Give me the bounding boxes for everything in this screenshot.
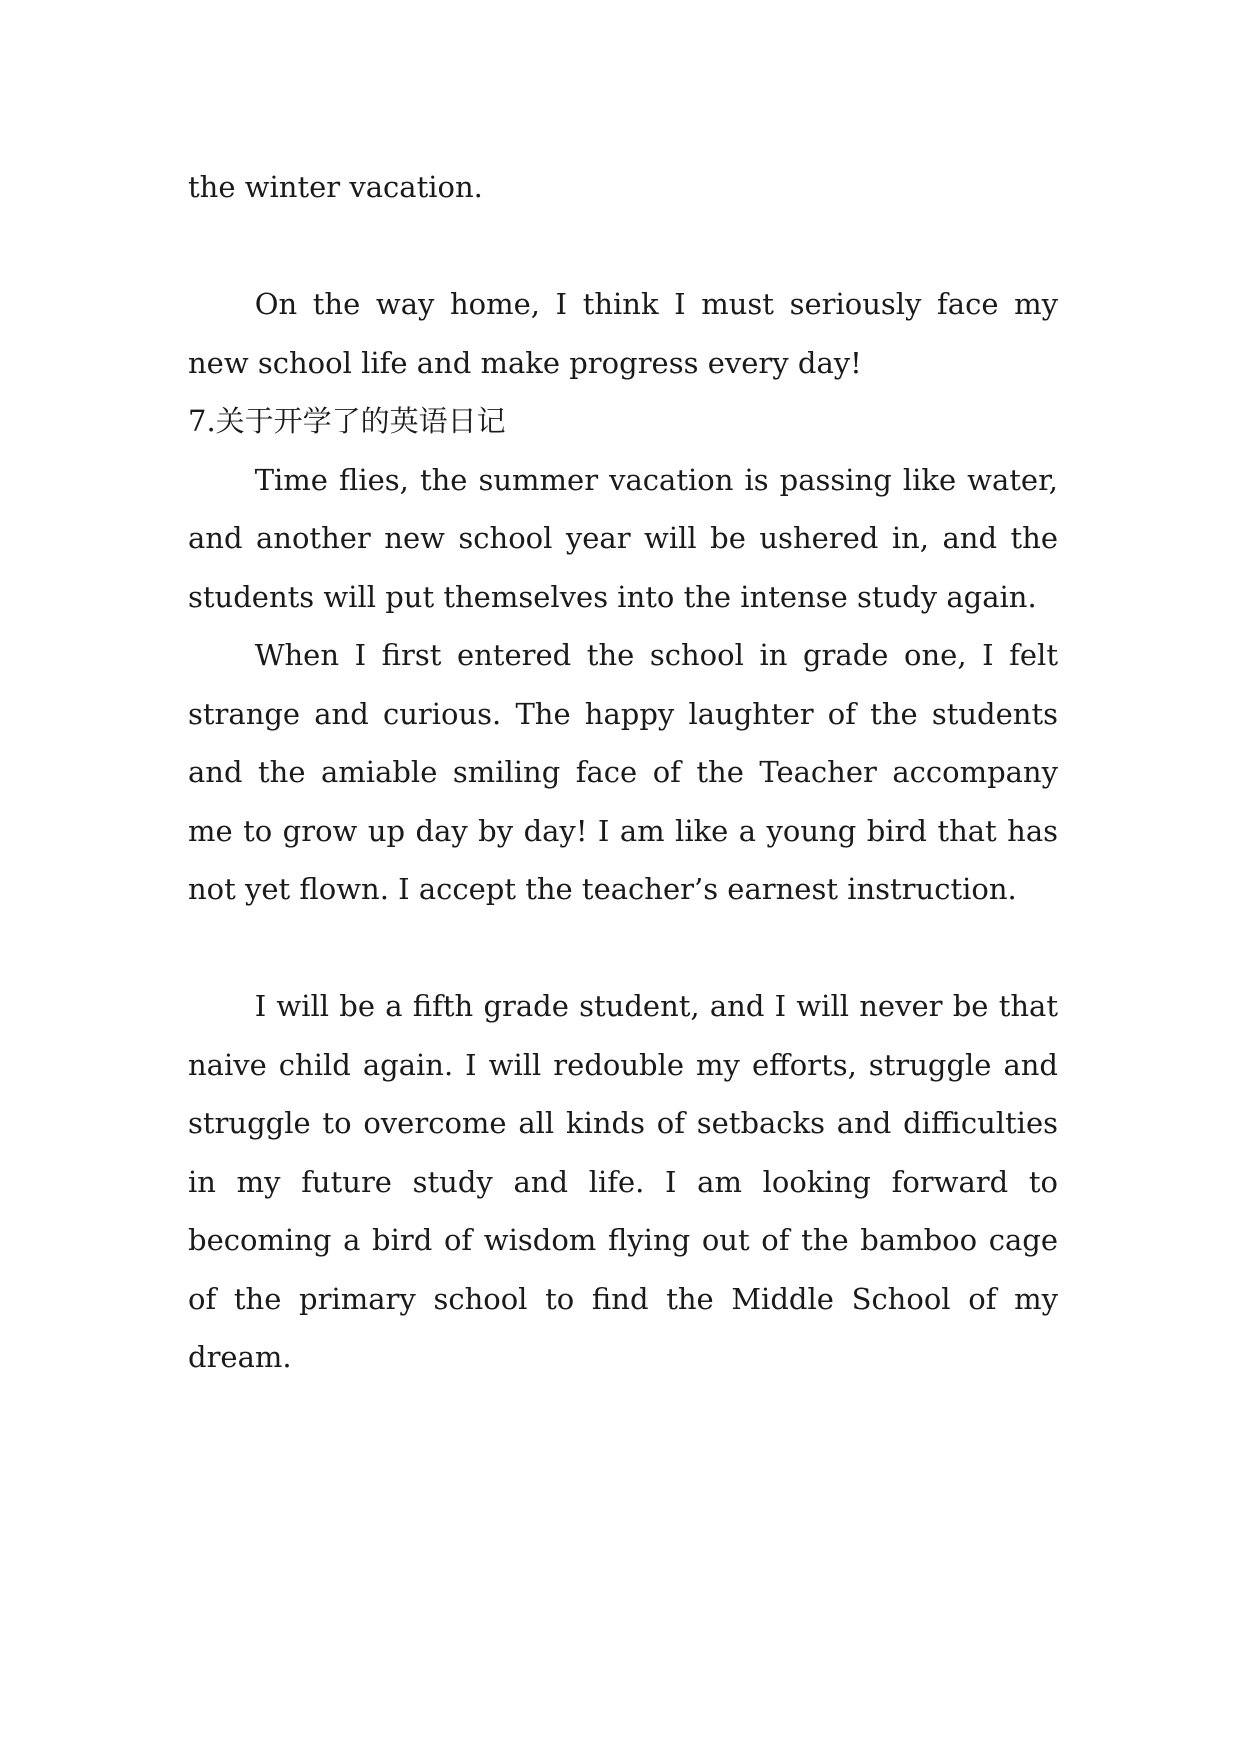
continuation-line: the winter vacation.: [188, 170, 483, 204]
paragraph-fifth-grade: I will be a fifth grade student, and I will never be that naive child again. I will redouble my efforts, struggle and struggle to overcome all kinds of setbacks and difficulties in my future study and life. I am looking forward to becoming a bird of wisdom flying out of the bamboo cage of the primary school to find the Middle School of my dream.: [188, 989, 1058, 1374]
paragraph-first-entered: When I first entered the school in grade one, I felt strange and curious. The happy laughter of the students and the amiable smiling face of the Teacher accompany me to grow up day by day! I am like a young bird that has not yet flown. I accept the teacher’s earnest instruction.: [188, 638, 1058, 906]
paragraph-spacer: [188, 919, 1058, 978]
paragraph-spacer: [188, 217, 1058, 276]
document-body: [188, 158, 1058, 1387]
section-heading: 7.关于开学了的英语日记: [188, 404, 506, 438]
paragraph-way-home: On the way home, I think I must seriously face my new school life and make progress every day!: [188, 287, 1058, 380]
paragraph-time-flies: Time flies, the summer vacation is passing like water, and another new school year will be ushered in, and the students will put themselves into the intense study again.: [188, 462, 1058, 614]
